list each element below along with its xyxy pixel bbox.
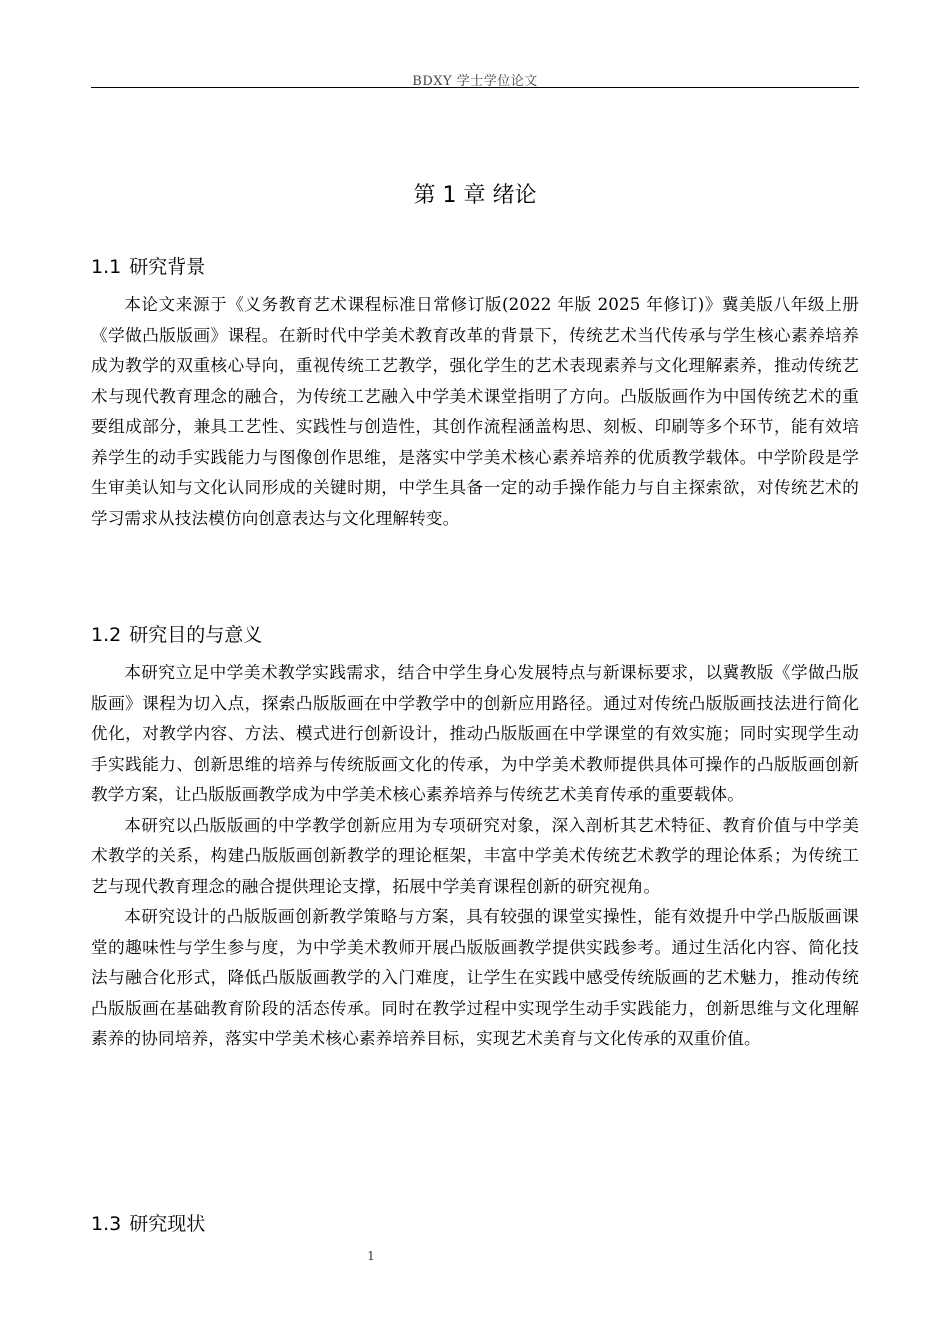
header-rule — [91, 87, 859, 88]
body-paragraph: 本研究设计的凸版版画创新教学策略与方案，具有较强的课堂实操性，能有效提升中学凸版版画课堂的趣味性与学生参与度，为中学美术教师开展凸版版画教学提供实践参考。通过生活化内容、简化技法与融合化形式，降低凸版版画教学的入门难度，让学生在实践中感受传统版画的艺术魅力，推动传统凸版版画在基础教育阶段的活态传承。同时在教学过程中实现学生动手实践能力，创新思维与文化理解素养的协同培养，落实中学美术核心素养培养目标，实现艺术美育与文化传承的双重价值。 — [91, 907, 859, 1048]
running-header: BDXY 学士学位论文 — [412, 74, 538, 89]
section-heading-1-3 — [91, 1209, 205, 1236]
section-number: 1.2 — [91, 624, 122, 646]
section-heading-1-2 — [91, 620, 262, 647]
section-number: 1.1 — [91, 256, 122, 278]
body-paragraph: 本研究以凸版版画的中学教学创新应用为专项研究对象，深入剖析其艺术特征、教育价值与中学美术教学的关系，构建凸版版画创新教学的理论框架，丰富中学美术传统艺术教学的理论体系；为传统工艺与现代教育理念的融合提供理论支撑，拓展中学美育课程创新的研究视角。 — [91, 815, 859, 896]
section-title-text: 研究现状 — [129, 1213, 206, 1235]
section-title-text: 研究目的与意义 — [129, 624, 263, 646]
section-number: 1.3 — [91, 1213, 122, 1235]
section-heading-1-1 — [91, 252, 205, 279]
chapter-title: 第 1 章 绪论 — [413, 183, 537, 208]
section-title-text: 研究背景 — [129, 256, 206, 278]
body-paragraph: 本论文来源于《义务教育艺术课程标准日常修订版(2022 年版 2025 年修订)》冀美版八年级上册《学做凸版版画》课程。在新时代中学美术教育改革的背景下，传统艺术当代传承与学生核心素养培养成为教学的双重核心导向，重视传统工艺教学，强化学生的艺术表现素养与文化理解素养，推动传统艺术与现代教育理念的融合，为传统工艺融入中学美术课堂指明了方向。凸版版画作为中国传统艺术的重要组成部分，兼具工艺性、实践性与创造性，其创作流程涵盖构思、刻板、印刷等多个环节，能有效培养学生的动手实践能力与图像创作思维，是落实中学美术核心素养培养的优质教学载体。中学阶段是学生审美认知与文化认同形成的关键时期，中学生具备一定的动手操作能力与自主探索欲，对传统艺术的学习需求从技法模仿向创意表达与文化理解转变。 — [91, 295, 859, 528]
section-body-1-1 — [91, 290, 859, 534]
section-body-1-2 — [91, 658, 859, 1055]
body-paragraph: 本研究立足中学美术教学实践需求，结合中学生身心发展特点与新课标要求，以冀教版《学做凸版版画》课程为切入点，探索凸版版画在中学教学中的创新应用路径。通过对传统凸版版画技法进行简化优化，对教学内容、方法、模式进行创新设计，推动凸版版画在中学课堂的有效实施；同时实现学生动手实践能力、创新思维的培养与传统版画文化的传承，为中学美术教师提供具体可操作的凸版版画创新教学方案，让凸版版画教学成为中学美术核心素养培养与传统艺术美育传承的重要载体。 — [91, 663, 859, 804]
page-number: 1 — [367, 1249, 375, 1263]
